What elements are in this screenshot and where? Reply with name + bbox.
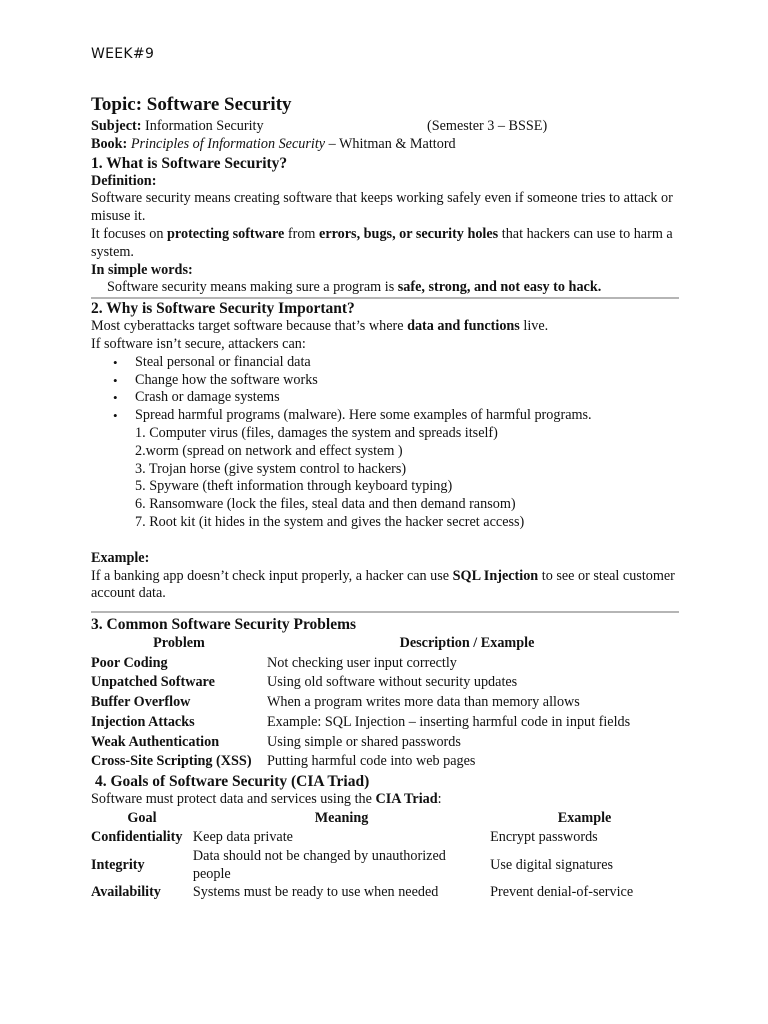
- focus-text-d: errors, bugs, or security holes: [319, 225, 499, 242]
- description-cell: Using old software without security updates: [267, 674, 518, 691]
- book-title: Principles of Information Security: [130, 135, 326, 152]
- subject-line: [91, 118, 679, 136]
- problem-cell: Poor Coding: [91, 654, 168, 671]
- example-label: Example:: [91, 549, 150, 566]
- table-row: [91, 674, 667, 694]
- intro-text-b: data and functions: [407, 318, 520, 335]
- document-title: Topic: Software Security: [91, 94, 292, 115]
- cia-intro-b: CIA Triad: [375, 790, 438, 807]
- column-header-description: Description / Example: [399, 635, 535, 652]
- list-item: • Crash or damage systems: [135, 389, 679, 407]
- example-text-c: to see or steal customer account data.: [91, 567, 675, 602]
- focus-paragraph: [91, 226, 679, 262]
- spacer: [91, 532, 679, 550]
- problem-cell: Buffer Overflow: [91, 694, 191, 711]
- simple-words-label: In simple words:: [91, 261, 193, 278]
- focus-text-e: that hackers can use to harm a system.: [91, 225, 673, 260]
- subject-label: Subject:: [91, 118, 142, 134]
- example-cell: Encrypt passwords: [490, 829, 598, 846]
- goal-cell: Integrity: [91, 856, 145, 873]
- simple-text-b: safe, strong, and not easy to hack.: [397, 279, 602, 296]
- column-header-goal: Goal: [127, 809, 157, 826]
- malware-example: 6. Ransomware (lock the files, steal data and then demand ransom): [135, 496, 516, 513]
- malware-example: 5. Spyware (theft information through keyboard typing): [135, 478, 453, 495]
- definition-text: Software security means creating software that keeps working safely even if someone tries to attack or misuse it.: [91, 190, 673, 225]
- description-cell: Using simple or shared passwords: [267, 733, 461, 750]
- goal-cell: Availability: [91, 884, 161, 901]
- example-cell: Use digital signatures: [490, 856, 614, 873]
- cia-intro-a: Software must protect data and services using the: [91, 790, 376, 807]
- attack-bullet-list: [91, 354, 679, 425]
- malware-example: 2.worm (spread on network and effect system ): [135, 442, 403, 459]
- table-row: [91, 733, 667, 753]
- malware-example: 7. Root kit (it hides in the system and gives the hacker secret access): [135, 513, 525, 530]
- column-header-example: Example: [557, 809, 612, 826]
- example-paragraph: [91, 568, 679, 604]
- book-label: Book:: [91, 135, 128, 152]
- meaning-cell: Keep data private: [192, 829, 293, 846]
- section-3-heading: 3. Common Software Security Problems: [91, 616, 357, 634]
- malware-example: 3. Trojan horse (give system control to hackers): [135, 460, 407, 477]
- table-row: [91, 848, 679, 884]
- section-1-heading: 1. What is Software Security?: [91, 154, 288, 172]
- example-cell: Prevent denial-of-service: [490, 884, 634, 901]
- example-text-b: SQL Injection: [452, 567, 539, 584]
- intro-text-a: Most cyberattacks target software because that’s where: [91, 318, 408, 335]
- table-row: [91, 828, 679, 848]
- problems-table: [91, 634, 667, 772]
- book-authors: – Whitman & Mattord: [325, 135, 456, 152]
- problem-cell: Weak Authentication: [91, 733, 220, 750]
- table-row: [91, 883, 679, 903]
- meaning-cell: Systems must be ready to use when needed: [192, 884, 439, 901]
- problem-cell: Cross-Site Scripting (XSS): [91, 753, 252, 770]
- focus-text-a: It focuses on: [91, 225, 168, 242]
- malware-examples-list: [91, 425, 679, 532]
- focus-text-c: from: [284, 225, 320, 242]
- book-line: [91, 136, 679, 154]
- cia-intro-c: :: [437, 790, 442, 807]
- spacer: [91, 603, 679, 611]
- table-header-row: [91, 634, 667, 654]
- table-header-row: [91, 809, 679, 829]
- list-item: • Spread harmful programs (malware). Here some examples of harmful programs.: [135, 407, 679, 425]
- attackers-text: If software isn’t secure, attackers can:: [91, 335, 306, 352]
- meaning-cell: Data should not be changed by unauthorized people: [192, 847, 446, 882]
- description-cell: Not checking user input correctly: [267, 654, 457, 671]
- column-header-meaning: Meaning: [314, 809, 369, 826]
- description-cell: Putting harmful code into web pages: [267, 753, 476, 770]
- section-2-intro: [91, 318, 679, 336]
- section-4-intro: [91, 791, 679, 809]
- example-text-a: If a banking app doesn’t check input properly, a hacker can use: [91, 567, 453, 584]
- section-2-heading: 2. Why is Software Security Important?: [91, 300, 355, 318]
- table-row: [91, 713, 667, 733]
- table-row: [91, 654, 667, 674]
- column-header-problem: Problem: [153, 635, 205, 652]
- goal-cell: Confidentiality: [91, 829, 183, 846]
- subject-value: Information Security: [145, 118, 264, 134]
- focus-text-b: protecting software: [167, 225, 285, 242]
- definition-label: Definition:: [91, 172, 157, 189]
- intro-text-c: live.: [519, 318, 549, 335]
- list-item: • Steal personal or financial data: [135, 354, 679, 372]
- malware-example: 1. Computer virus (files, damages the system and spreads itself): [135, 424, 498, 441]
- page-header-week: WEEK#9: [91, 46, 155, 62]
- description-cell: Example: SQL Injection – inserting harmful code in input fields: [267, 713, 631, 730]
- simple-text-a: Software security means making sure a program is: [107, 279, 398, 296]
- table-row: [91, 752, 667, 772]
- description-cell: When a program writes more data than memory allows: [267, 694, 580, 711]
- problem-cell: Unpatched Software: [91, 674, 215, 691]
- list-item: • Change how the software works: [135, 372, 679, 390]
- section-4-heading: 4. Goals of Software Security (CIA Triad): [95, 772, 370, 790]
- table-row: [91, 693, 667, 713]
- simple-words-text: [91, 279, 679, 297]
- semester-text: (Semester 3 – BSSE): [427, 118, 548, 134]
- cia-table: [91, 809, 679, 903]
- problem-cell: Injection Attacks: [91, 713, 195, 730]
- document-body: [91, 118, 679, 903]
